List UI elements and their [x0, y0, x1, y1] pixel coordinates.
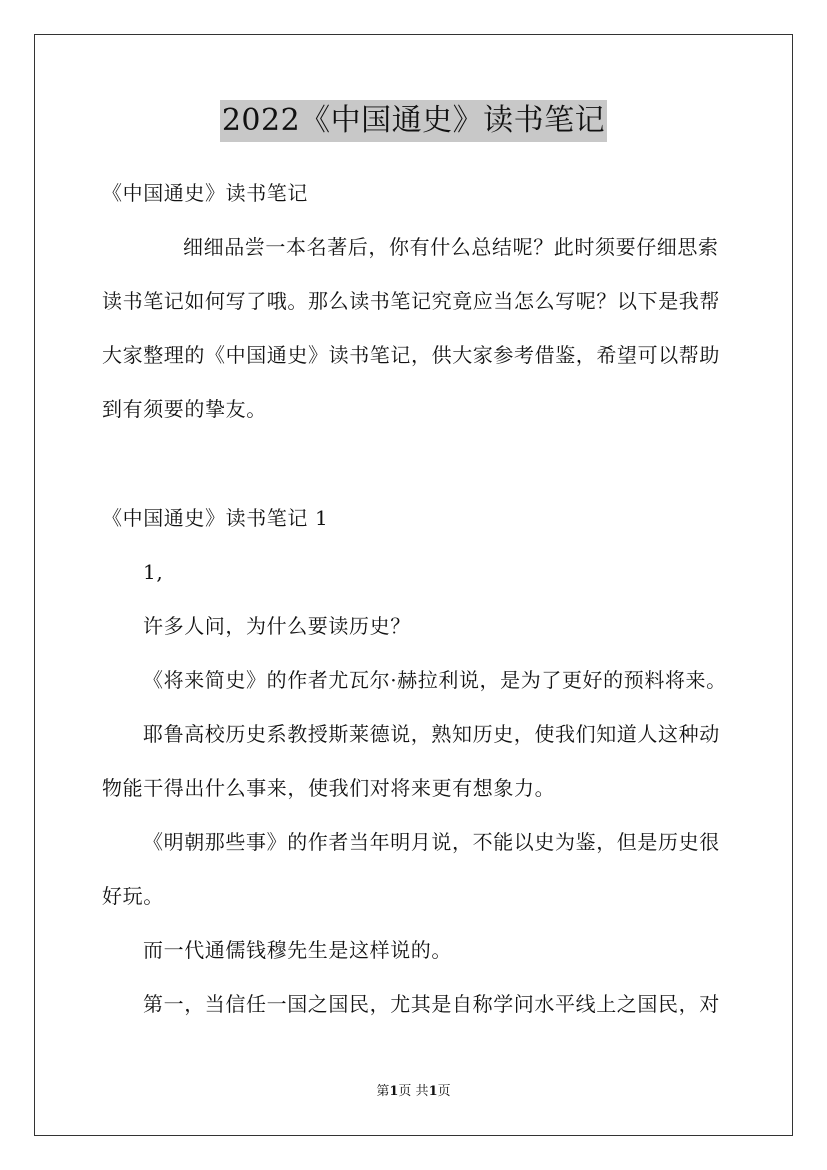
footer-page-number: 1	[389, 1084, 399, 1099]
paragraph-line: 物能干得出什么事来，使我们对将来更有想象力。	[102, 776, 556, 800]
section-heading: 《中国通史》读书笔记 1	[102, 506, 329, 530]
page-footer	[0, 1083, 827, 1101]
paragraph-line: 好玩。	[102, 884, 164, 908]
paragraph-line: 《明朝那些事》的作者当年明月说，不能以史为鉴，但是历史很	[143, 830, 720, 854]
paragraph-line: 《将来简史》的作者尤瓦尔·赫拉利说，是为了更好的预料将来。	[143, 668, 727, 692]
footer-suffix: 页	[437, 1084, 451, 1099]
paragraph-line: 读书笔记如何写了哦。那么读书笔记究竟应当怎么写呢？以下是我帮	[102, 289, 720, 313]
footer-total-pages: 1	[428, 1084, 438, 1099]
footer-prefix: 第	[376, 1084, 390, 1099]
paragraph-line: 第一，当信任一国之国民，尤其是自称学问水平线上之国民，对	[143, 992, 720, 1016]
paragraph-line: 耶鲁高校历史系教授斯莱德说，熟知历史，使我们知道人这种动	[143, 722, 720, 746]
paragraph-line: 细细品尝一本名著后，你有什么总结呢？此时须要仔细思索	[183, 235, 719, 259]
paragraph-line: 而一代通儒钱穆先生是这样说的。	[143, 938, 452, 962]
section-heading: 《中国通史》读书笔记	[102, 181, 308, 205]
paragraph-line: 到有须要的挚友。	[102, 397, 267, 421]
paragraph-line: 1,	[143, 560, 164, 584]
footer-middle: 页 共	[398, 1084, 429, 1099]
document-title: 2022《中国通史》读书笔记	[220, 100, 607, 142]
paragraph-line: 大家整理的《中国通史》读书笔记，供大家参考借鉴，希望可以帮助	[102, 343, 720, 367]
paragraph-line: 许多人问，为什么要读历史？	[143, 614, 411, 638]
title-container	[0, 100, 827, 142]
